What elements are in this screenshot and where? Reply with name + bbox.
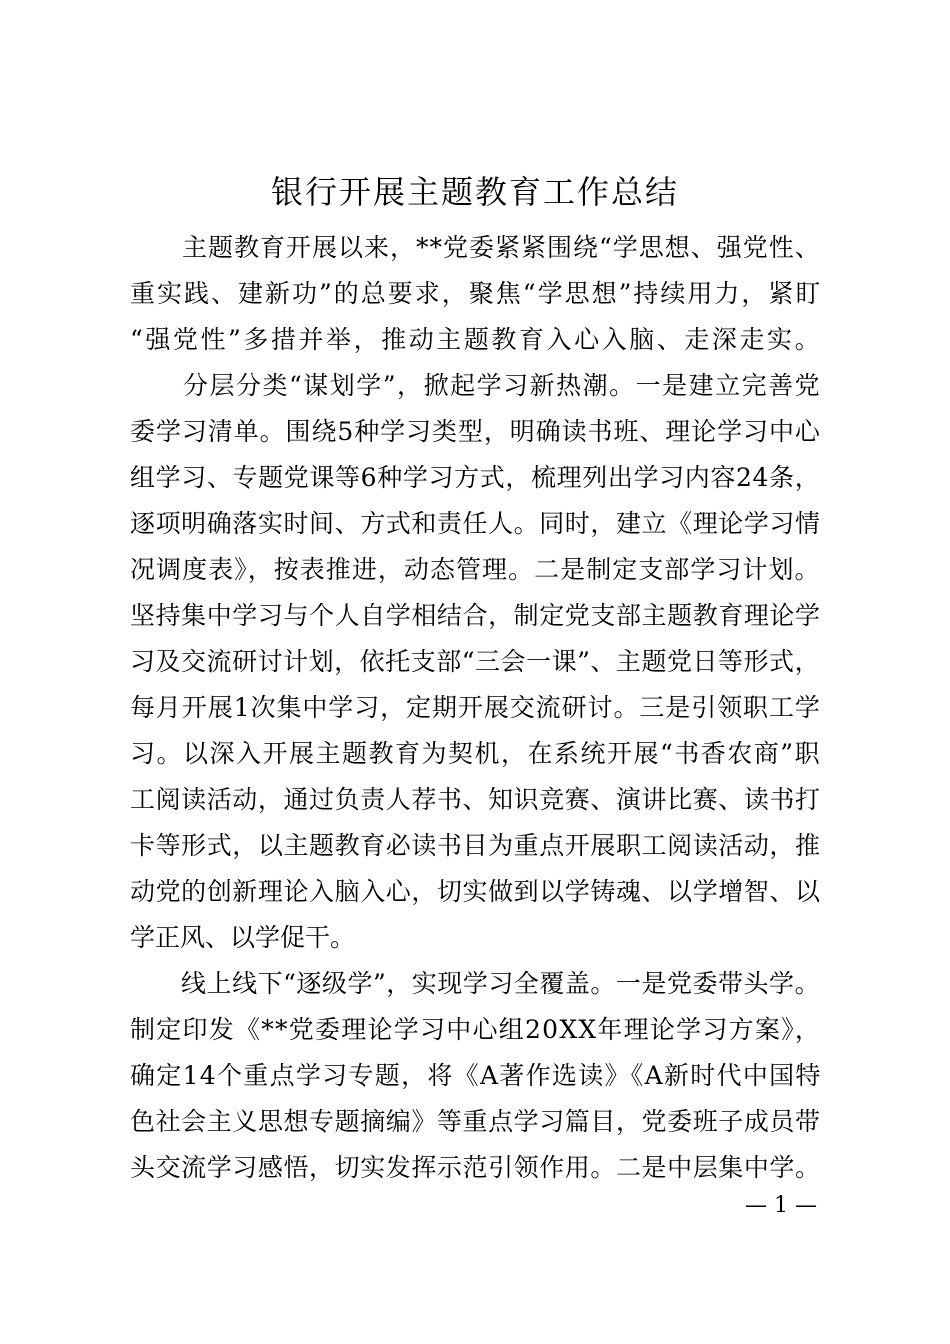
- paragraph-line: 每月开展1次集中学习，定期开展交流研讨。三是引领职工学: [130, 693, 821, 722]
- paragraph-line: 确定14个重点学习专题，将《A著作选读》《A新时代中国特: [130, 1061, 822, 1090]
- paragraph-line: 学正风、以学促干。: [130, 923, 356, 952]
- paragraph-line: 习及交流研讨计划，依托支部“三会一课”、主题党日等形式，: [130, 647, 821, 676]
- paragraph-line: 坚持集中学习与个人自学相结合，制定党支部主题教育理论学: [130, 601, 821, 630]
- paragraph-line: 逐项明确落实时间、方式和责任人。同时，建立《理论学习情: [130, 509, 821, 538]
- paragraph-line: 色社会主义思想专题摘编》等重点学习篇目，党委班子成员带: [130, 1107, 821, 1136]
- paragraph-first-line: 线上线下“逐级学”，实现学习全覆盖。一是党委带头学。: [130, 969, 821, 998]
- paragraph-line: 委学习清单。围绕5种学习类型，明确读书班、理论学习中心: [130, 417, 821, 446]
- page-number: — 1 —: [745, 1193, 817, 1218]
- document-title: 银行开展主题教育工作总结: [270, 173, 679, 211]
- paragraph-line: 制定印发《**党委理论学习中心组20XX年理论学习方案》，: [130, 1015, 822, 1044]
- paragraph-line: “强党性”多措并举，推动主题教育入心入脑、走深走实。: [130, 325, 823, 354]
- paragraph-line: 重实践、建新功”的总要求，聚焦“学思想”持续用力，紧盯: [130, 279, 823, 308]
- paragraph-line: 动党的创新理论入脑入心，切实做到以学铸魂、以学增智、以: [130, 877, 821, 906]
- paragraph-line: 工阅读活动，通过负责人荐书、知识竞赛、演讲比赛、读书打: [130, 785, 821, 814]
- paragraph-line: 况调度表》，按表推进，动态管理。二是制定支部学习计划。: [130, 555, 821, 584]
- paragraph-line: 卡等形式，以主题教育必读书目为重点开展职工阅读活动，推: [130, 831, 821, 860]
- paragraph-first-line: 分层分类“谋划学”，掀起学习新热潮。一是建立完善党: [130, 371, 822, 400]
- paragraph-line: 头交流学习感悟，切实发挥示范引领作用。二是中层集中学。: [130, 1153, 821, 1182]
- paragraph-line: 组学习、专题党课等6种学习方式，梳理列出学习内容24条，: [130, 463, 821, 492]
- paragraph-first-line: 主题教育开展以来，**党委紧紧围绕“学思想、强党性、: [130, 233, 821, 262]
- paragraph-line: 习。以深入开展主题教育为契机，在系统开展“书香农商”职: [130, 739, 822, 768]
